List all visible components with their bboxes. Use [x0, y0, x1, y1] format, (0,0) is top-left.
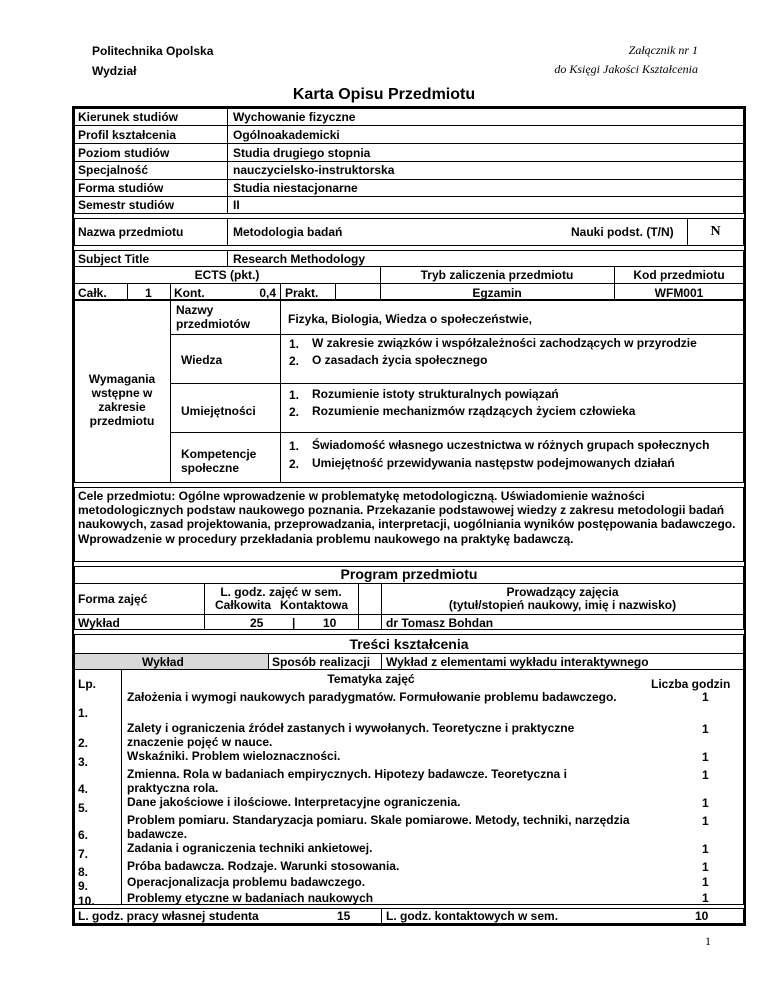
topic-text: Wskaźniki. Problem wieloznaczności. — [127, 749, 341, 763]
knowledge-num-2: 2. — [289, 354, 300, 368]
info-value-specialty: nauczycielsko-instruktorska — [233, 163, 395, 177]
topic-hours: 1 — [702, 891, 709, 905]
topic-lp: 4. — [78, 782, 89, 796]
topic-text: Zalety i ograniczenia źródeł zastanych i wywołanych. Teoretyczne i praktyczne znaczenie pojęć w nauce. — [127, 721, 575, 749]
topic-hours: 1 — [702, 768, 709, 782]
assessment-mode-value: Egzamin — [472, 286, 522, 300]
assessment-mode-label: Tryb zaliczenia przedmiotu — [420, 268, 574, 282]
program-row-lecturer: dr Tomasz Bohdan — [386, 616, 494, 630]
hours-total-label: Całkowita — [215, 598, 272, 612]
basic-science-label: Nauki podst. (T/N) — [571, 225, 674, 239]
knowledge-item-1: W zakresie związków i współzależności zachodzących w przyrodzie — [312, 336, 697, 350]
topic-lp: 8. — [78, 865, 89, 879]
info-value-field: Wychowanie fizyczne — [233, 110, 356, 124]
ects-contact-value: 0,4 — [259, 286, 276, 300]
ects-practical-label: Prakt. — [285, 286, 319, 300]
course-goals: Cele przedmiotu: Ogólne wprowadzenie w problematykę metodologiczną. Uświadomienie ważności metodologicznych podstaw naukowego poznania. Przekazanie podstawowej wiedzy z zakresu metodologii badań naukowych, zasad projektowania, przeprowadzania, interpretacji, uogólniania wyników postępowania badawczego. Wprowadzenie w procedury przekładania problemu naukowego na praktykę badawczą. — [78, 489, 736, 546]
topic-text: Założenia i wymogi naukowych paradygmatów. Formułowanie problemu badawczego. — [127, 690, 617, 704]
contact-hours-value: 10 — [695, 909, 709, 923]
faculty-label: Wydział — [92, 64, 137, 78]
skills-item-1: Rozumienie istoty strukturalnych powiązań — [312, 387, 559, 401]
info-label-form: Forma studiów — [78, 181, 164, 195]
topic-lp: 6. — [78, 828, 89, 842]
competence-item-1: Świadomość własnego uczestnictwa w różnych grupach społecznych — [312, 438, 710, 452]
info-value-profile: Ogólnoakademicki — [233, 128, 340, 142]
content-title: Treści kształcenia — [349, 636, 469, 652]
info-label-profile: Profil kształcenia — [78, 128, 177, 142]
topic-hours: 1 — [702, 690, 709, 704]
own-work-label: L. godz. pracy własnej studenta — [78, 909, 259, 923]
hours-contact-label: Kontaktowa — [280, 598, 349, 612]
column-lp: Lp. — [78, 677, 96, 691]
topic-text: Operacjonalizacja problemu badawczego. — [127, 875, 366, 889]
form-label: Forma zajęć — [78, 592, 148, 606]
topic-lp: 9. — [78, 879, 89, 893]
topic-lp: 7. — [78, 847, 89, 861]
competence-label: Kompetencje społeczne — [181, 447, 257, 475]
column-topic: Tematyka zajęć — [327, 672, 415, 686]
topic-hours: 1 — [702, 814, 709, 828]
ects-contact-label: Kont. — [174, 286, 205, 300]
ects-total-label: Całk. — [78, 286, 107, 300]
annex-number: Załącznik nr 1 — [628, 43, 698, 57]
topic-lp: 3. — [78, 755, 89, 769]
program-row-total: 25 — [250, 616, 264, 630]
topic-hours: 1 — [702, 750, 709, 764]
ects-total-value: 1 — [145, 286, 152, 300]
skills-label: Umiejętności — [181, 404, 256, 418]
info-label-field: Kierunek studiów — [78, 110, 179, 124]
method-label: Sposób realizacji — [272, 655, 371, 669]
course-code-label: Kod przedmiotu — [633, 268, 725, 282]
topic-lp: 2. — [78, 736, 89, 750]
skills-num-1: 1. — [289, 388, 300, 402]
topic-text: Problemy etyczne w badaniach naukowych — [127, 891, 374, 905]
subject-title-value: Research Methodology — [233, 252, 366, 266]
program-row-contact: 10 — [323, 616, 337, 630]
info-label-level: Poziom studiów — [78, 146, 170, 160]
subject-name-value: Metodologia badań — [233, 225, 343, 239]
program-title: Program przedmiotu — [340, 566, 478, 582]
prerequisites-label: Wymagania wstępne w zakresie przedmiotu — [88, 372, 156, 428]
info-value-semester: II — [233, 198, 240, 212]
competence-item-2: Umiejętność przewidywania następstw podejmowanych działań — [312, 456, 675, 470]
topic-lp: 5. — [78, 801, 89, 815]
column-hours: Liczba godzin — [651, 677, 731, 691]
topic-text: Zadania i ograniczenia techniki ankietowej. — [127, 841, 373, 855]
knowledge-num-1: 1. — [289, 337, 300, 351]
skills-item-2: Rozumienie mechanizmów rządzących życiem człowieka — [312, 404, 636, 418]
topic-hours: 1 — [702, 875, 709, 889]
topic-lp: 1. — [78, 706, 89, 720]
subjects-label: Nazwy przedmiotów — [176, 303, 250, 331]
knowledge-item-2: O zasadach życia społecznego — [312, 353, 488, 367]
content-type: Wykład — [142, 655, 184, 669]
subject-name-label: Nazwa przedmiotu — [78, 225, 184, 239]
info-value-form: Studia niestacjonarne — [233, 181, 358, 195]
own-work-value: 15 — [337, 909, 351, 923]
subject-title-label: Subject Title — [78, 252, 150, 266]
competence-num-2: 2. — [289, 457, 300, 471]
program-row-separator: | — [292, 616, 296, 630]
topic-hours: 1 — [702, 842, 709, 856]
topic-text: Problem pomiaru. Standaryzacja pomiaru. Skale pomiarowe. Metody, techniki, narzędzia badawcze. — [127, 813, 630, 841]
lecturer-label: Prowadzący zajęcia — [506, 585, 619, 599]
page-number: 1 — [705, 934, 711, 948]
competence-num-1: 1. — [289, 439, 300, 453]
info-label-semester: Semestr studiów — [78, 198, 175, 212]
hours-label: L. godz. zajęć w sem. — [220, 585, 342, 599]
page-title: Karta Opisu Przedmiotu — [292, 86, 476, 103]
method-value: Wykład z elementami wykładu interaktywnego — [386, 655, 649, 669]
subjects-value: Fizyka, Biologia, Wiedza o społeczeństwie, — [288, 312, 532, 326]
ects-header: ECTS (pkt.) — [194, 268, 260, 282]
info-value-level: Studia drugiego stopnia — [233, 146, 371, 160]
knowledge-label: Wiedza — [181, 353, 223, 367]
contact-hours-label: L. godz. kontaktowych w sem. — [386, 909, 559, 923]
topic-hours: 1 — [702, 722, 709, 736]
program-row-form: Wykład — [78, 616, 120, 630]
topic-text: Próba badawcza. Rodzaje. Warunki stosowania. — [127, 859, 400, 873]
topic-lp: 10. — [78, 894, 95, 908]
annex-reference: do Księgi Jakości Kształcenia — [554, 62, 698, 76]
topic-text: Zmienna. Rola w badaniach empirycznych. Hipotezy badawcze. Teoretyczna i praktyczna rola. — [127, 767, 567, 795]
topic-hours: 1 — [702, 860, 709, 874]
info-label-specialty: Specjalność — [78, 163, 149, 177]
skills-num-2: 2. — [289, 405, 300, 419]
course-code-value: WFM001 — [654, 286, 704, 300]
topic-text: Dane jakościowe i ilościowe. Interpretacyjne ograniczenia. — [127, 795, 461, 809]
topic-hours: 1 — [702, 796, 709, 810]
lecturer-subtitle: (tytuł/stopień naukowy, imię i nazwisko) — [448, 598, 677, 612]
basic-science-value: N — [710, 224, 721, 239]
university-name: Politechnika Opolska — [92, 44, 214, 58]
